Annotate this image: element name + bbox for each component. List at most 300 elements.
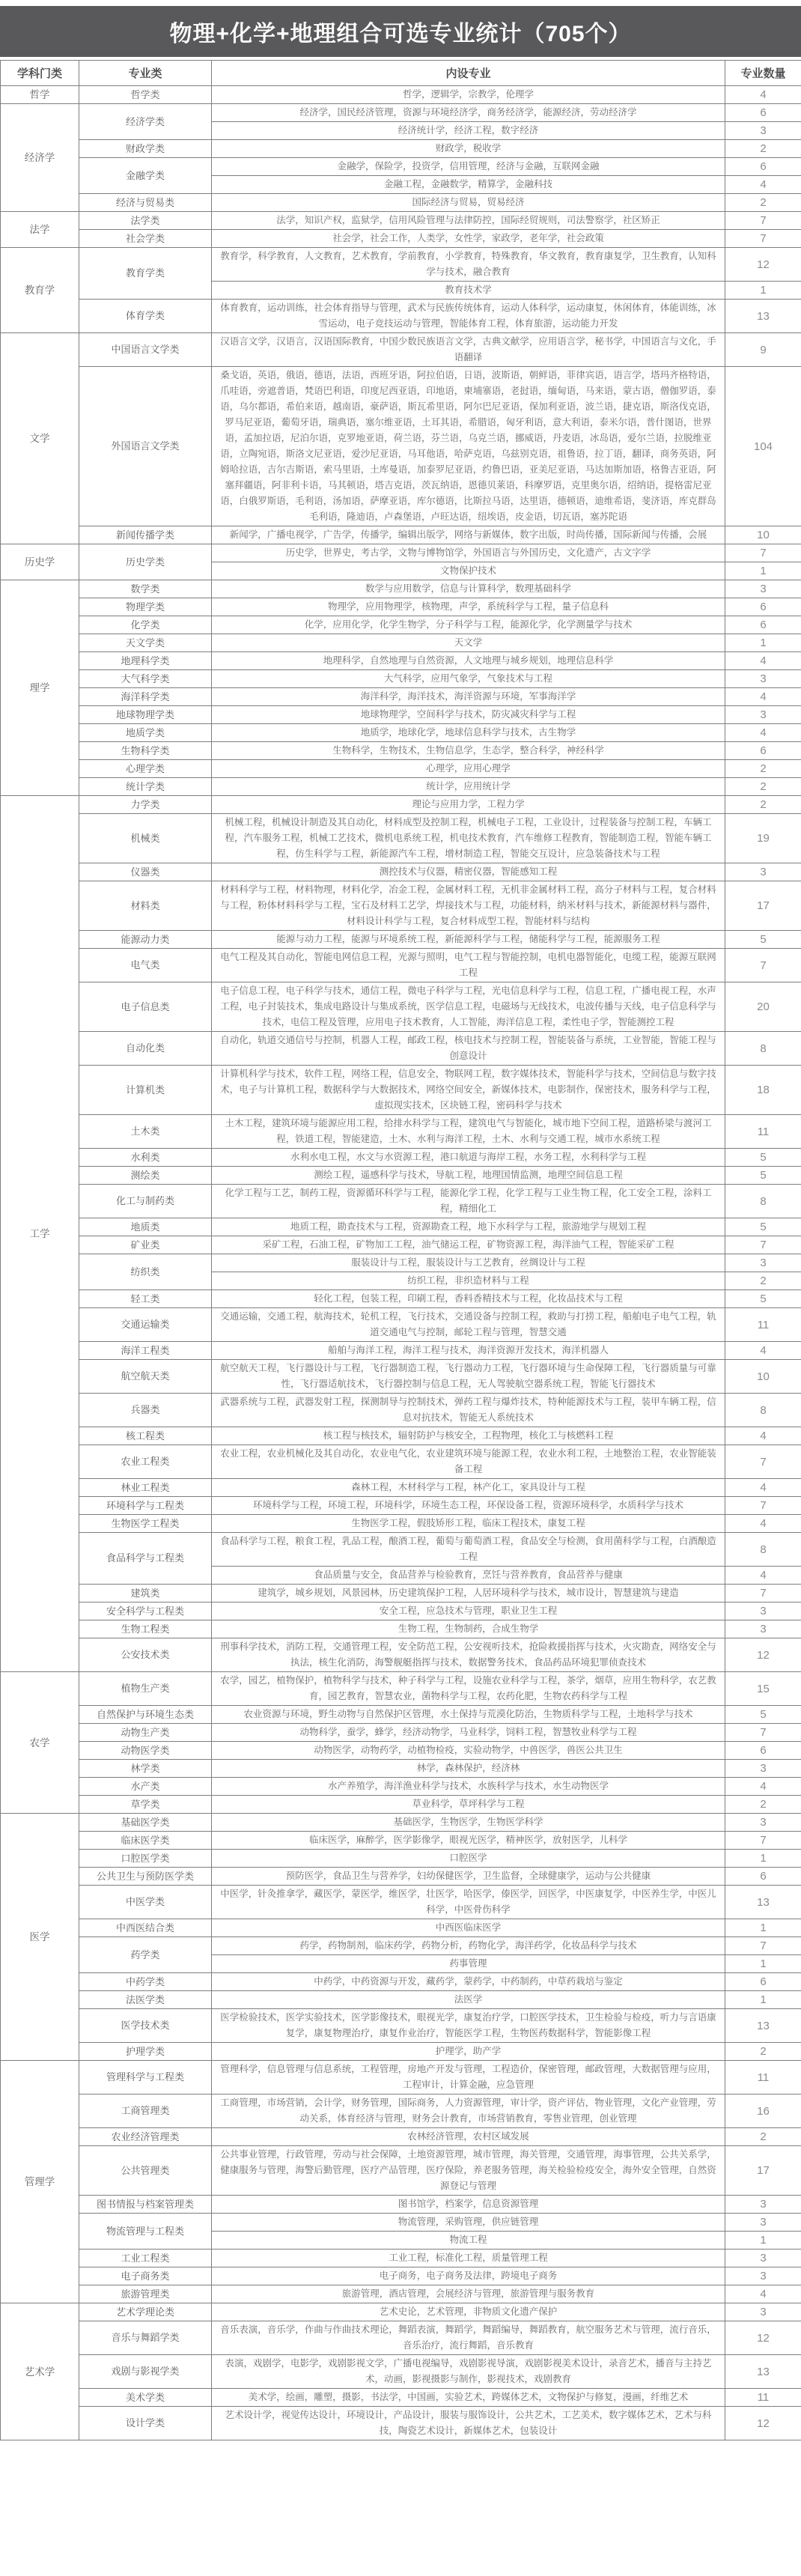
class-cell: 中药学类 [79,1973,212,1991]
table-row [1,1290,801,1308]
class-cell: 管理科学与工程类 [79,2061,212,2094]
majors-cell: 环境科学与工程，环境工程，环境科学，环境生态工程，环保设备工程，资源环境科学，水质科学与技术 [212,1497,725,1515]
majors-cell: 物流管理，采购管理，供应链管理 [212,2214,725,2232]
class-cell: 轻工类 [79,1290,212,1308]
class-cell: 食品科学与工程类 [79,1533,212,1585]
class-cell: 旅游管理类 [79,2285,212,2303]
table-row [1,1706,801,1724]
table-row [1,598,801,616]
class-cell: 安全科学与工程类 [79,1603,212,1620]
class-cell: 天文学类 [79,634,212,652]
class-cell: 工商管理类 [79,2094,212,2128]
class-cell: 临床医学类 [79,1832,212,1850]
majors-cell: 经济学，国民经济管理，资源与环境经济学，商务经济学，能源经济，劳动经济学 [212,104,725,122]
count-cell: 7 [725,949,801,982]
count-cell: 18 [725,1066,801,1115]
category-cell: 经济学 [1,104,79,212]
majors-cell: 药事管理 [212,1955,725,1973]
table-row [1,634,801,652]
class-cell: 动物医学类 [79,1742,212,1760]
majors-cell: 土木工程，建筑环境与能源应用工程，给排水科学与工程，建筑电气与智能化，城市地下空间工程，道路桥梁与渡河工程，铁道工程，智能建造，土木、水利与海洋工程，土木、水利与交通工程，城市水系统工程 [212,1115,725,1149]
count-cell: 11 [725,1115,801,1149]
count-cell: 12 [725,1638,801,1672]
majors-cell: 表演，戏剧学，电影学，戏剧影视文学，广播电视编导，戏剧影视导演，戏剧影视美术设计，录音艺术，播音与主持艺术，动画，影视摄影与制作，影视技术，戏剧教育 [212,2355,725,2389]
class-cell: 草学类 [79,1796,212,1814]
category-cell: 教育学 [1,248,79,333]
class-cell: 测绘类 [79,1167,212,1185]
class-cell: 戏剧与影视学类 [79,2355,212,2389]
table-row [1,863,801,881]
majors-cell: 食品科学与工程，粮食工程，乳品工程，酿酒工程，葡萄与葡萄酒工程，食品安全与检测，食用菌科学与工程，白酒酿造工程 [212,1533,725,1567]
table-row [1,1886,801,1919]
count-cell: 4 [725,1567,801,1585]
majors-cell: 生物医学工程，假肢矫形工程，临床工程技术，康复工程 [212,1515,725,1533]
table-row [1,2043,801,2061]
class-cell: 化工与制药类 [79,1185,212,1218]
majors-cell: 动物医学，动物药学，动植物检疫，实验动物学，中兽医学，兽医公共卫生 [212,1742,725,1760]
class-cell: 电气类 [79,949,212,982]
table-row [1,2214,801,2232]
table-row [1,1796,801,1814]
count-cell: 5 [725,1167,801,1185]
class-cell: 哲学类 [79,86,212,104]
majors-cell: 核工程与核技术，辐射防护与核安全，工程物理，核化工与核燃料工程 [212,1427,725,1445]
majors-cell: 工业工程，标准化工程，质量管理工程 [212,2250,725,2267]
table-row [1,982,801,1032]
table-row [1,333,801,367]
class-cell: 航空航天类 [79,1360,212,1394]
majors-cell: 财政学，税收学 [212,140,725,158]
table-row [1,1218,801,1236]
majors-cell: 林学，森林保护，经济林 [212,1760,725,1778]
count-cell: 1 [725,634,801,652]
class-cell: 林业工程类 [79,1479,212,1497]
majors-cell: 体育教育，运动训练，社会体育指导与管理，武术与民族传统体育，运动人体科学，运动康复，休闲体育，体能训练，冰雪运动，电子竞技运动与管理，智能体育工程，体育旅游，运动能力开发 [212,300,725,333]
count-cell: 4 [725,2285,801,2303]
class-cell: 中西医结合类 [79,1919,212,1937]
class-cell: 化学类 [79,616,212,634]
table-row [1,1603,801,1620]
table-row [1,1394,801,1427]
category-cell: 医学 [1,1814,79,2061]
class-cell: 林学类 [79,1760,212,1778]
col-header-discipline: 学科门类 [1,61,79,86]
table-row [1,1360,801,1394]
count-cell: 5 [725,931,801,949]
count-cell: 8 [725,1533,801,1567]
table-row [1,2128,801,2146]
majors-cell: 护理学，助产学 [212,2043,725,2061]
majors-cell: 化学，应用化学，化学生物学，分子科学与工程，能源化学，化学测量学与技术 [212,616,725,634]
table-row [1,367,801,526]
table-row [1,2303,801,2321]
category-cell: 农学 [1,1672,79,1814]
table-body [1,86,801,2440]
majors-cell: 天文学 [212,634,725,652]
table-row [1,1308,801,1342]
table-row [1,1342,801,1360]
count-cell: 4 [725,688,801,706]
table-row [1,230,801,248]
majors-cell: 材料科学与工程，材料物理，材料化学，冶金工程，金属材料工程，无机非金属材料工程，高分子材料与工程，复合材料与工程，粉体材料科学与工程，宝石及材料工艺学，焊接技术与工程，功能材料，纳米材料与技术，新能源材料与器件，材料设计科学与工程，复合材料成型工程，智能材料与结构 [212,881,725,931]
class-cell: 材料类 [79,881,212,931]
count-cell: 5 [725,1706,801,1724]
majors-cell: 文物保护技术 [212,562,725,580]
majors-cell: 地理科学，自然地理与自然资源，人文地理与城乡规划，地理信息科学 [212,652,725,670]
count-cell: 7 [725,544,801,562]
class-cell: 地质学类 [79,724,212,742]
majors-cell: 电气工程及其自动化，智能电网信息工程，光源与照明，电气工程与智能控制，电机电器智能化，电缆工程，能源互联网工程 [212,949,725,982]
table-row [1,1814,801,1832]
majors-cell: 电子商务，电子商务及法律，跨境电子商务 [212,2267,725,2285]
table-row [1,1167,801,1185]
table-row [1,778,801,796]
table-row [1,796,801,814]
class-cell: 物流管理与工程类 [79,2214,212,2250]
count-cell: 4 [725,724,801,742]
class-cell: 核工程类 [79,1427,212,1445]
table-row [1,526,801,544]
count-cell: 7 [725,1832,801,1850]
count-cell: 3 [725,2303,801,2321]
count-cell: 2 [725,796,801,814]
table-row [1,1778,801,1796]
class-cell: 经济学类 [79,104,212,140]
majors-cell: 安全工程，应急技术与管理，职业卫生工程 [212,1603,725,1620]
class-cell: 教育学类 [79,248,212,300]
class-cell: 纺织类 [79,1254,212,1290]
count-cell: 6 [725,104,801,122]
majors-cell: 桑戈语，英语，俄语，德语，法语，西班牙语，阿拉伯语，日语，波斯语，朝鲜语，菲律宾语，语言学，塔玛齐格特语，爪哇语，旁遮普语，梵语巴利语，印度尼西亚语，印地语，柬埔寨语，老挝语，缅甸语，马来语，蒙古语，僧伽罗语，泰语，乌尔都语，希伯来语，越南语，豪萨语，斯瓦希里语，阿尔巴尼亚语，保加利亚语，波兰语，捷克语，斯洛伐克语，罗马尼亚语，葡萄牙语，瑞典语，塞尔维亚语，土耳其语，希腊语，匈牙利语，意大利语，泰米尔语，普什图语，世界语，孟加拉语，尼泊尔语，克罗地亚语，荷兰语，芬兰语，乌克兰语，挪威语，丹麦语，冰岛语，爱尔兰语，拉脱维亚语，立陶宛语，斯洛文尼亚语，爱沙尼亚语，马耳他语，哈萨克语，乌兹别克语，祖鲁语，拉丁语，翻译，商务英语，阿姆哈拉语，吉尔吉斯语，索马里语，土库曼语，加泰罗尼亚语，约鲁巴语，亚美尼亚语，马达加斯加语，格鲁吉亚语，阿塞拜疆语，阿非利卡语，马其顿语，塔吉克语，茨瓦纳语，恩德贝莱语，科摩罗语，克里奥尔语，绍纳语，提格雷尼亚语，白俄罗斯语，毛利语，汤加语，萨摩亚语，库尔德语，比斯拉马语，达里语，德顿语，迪维希语，斐济语，库克群岛毛利语，隆迪语，卢森堡语，卢旺达语，纽埃语，皮金语，切瓦语，塞苏陀语 [212,367,725,526]
table-row [1,1868,801,1886]
class-cell: 矿业类 [79,1236,212,1254]
table-row [1,1533,801,1567]
table-row [1,194,801,212]
count-cell: 13 [725,1886,801,1919]
table-row [1,1760,801,1778]
table-row [1,814,801,863]
count-cell: 3 [725,863,801,881]
majors-cell: 生物科学，生物技术，生物信息学，生态学，整合科学，神经科学 [212,742,725,760]
count-cell: 5 [725,1218,801,1236]
majors-cell: 旅游管理，酒店管理，会展经济与管理，旅游管理与服务教育 [212,2285,725,2303]
majors-cell: 新闻学，广播电视学，广告学，传播学，编辑出版学，网络与新媒体，数字出版，时尚传播，国际新闻与传播，会展 [212,526,725,544]
majors-cell: 历史学，世界史，考古学，文物与博物馆学，外国语言与外国历史，文化遗产，古文字学 [212,544,725,562]
count-cell: 17 [725,881,801,931]
count-cell: 6 [725,158,801,176]
count-cell: 16 [725,2094,801,2128]
category-cell: 理学 [1,580,79,796]
class-cell: 地质类 [79,1218,212,1236]
class-cell: 统计学类 [79,778,212,796]
majors-cell: 中医学，针灸推拿学，藏医学，蒙医学，维医学，壮医学，哈医学，傣医学，回医学，中医康复学，中医养生学，中医儿科学，中医骨伤科学 [212,1886,725,1919]
table-row [1,1445,801,1479]
class-cell: 自动化类 [79,1032,212,1066]
table-row [1,1937,801,1955]
count-cell: 7 [725,1445,801,1479]
table-row [1,544,801,562]
count-cell: 3 [725,580,801,598]
table-row [1,1149,801,1167]
count-cell: 6 [725,1742,801,1760]
count-cell: 3 [725,670,801,688]
majors-cell: 图书馆学，档案学，信息资源管理 [212,2196,725,2214]
count-cell: 104 [725,367,801,526]
class-cell: 设计学类 [79,2407,212,2440]
table-row [1,580,801,598]
class-cell: 社会学类 [79,230,212,248]
class-cell: 地理科学类 [79,652,212,670]
majors-cell: 口腔医学 [212,1850,725,1868]
count-cell: 5 [725,1149,801,1167]
table-row [1,1515,801,1533]
class-cell: 法医学类 [79,1991,212,2009]
count-cell: 4 [725,176,801,194]
count-cell: 7 [725,1497,801,1515]
class-cell: 医学技术类 [79,2009,212,2043]
count-cell: 13 [725,300,801,333]
class-cell: 艺术学理论类 [79,2303,212,2321]
count-cell: 2 [725,2128,801,2146]
class-cell: 生物医学工程类 [79,1515,212,1533]
count-cell: 7 [725,1937,801,1955]
title-bar [0,6,801,57]
table-row [1,1832,801,1850]
class-cell: 动物生产类 [79,1724,212,1742]
count-cell: 7 [725,212,801,230]
majors-cell: 国际经济与贸易，贸易经济 [212,194,725,212]
table-row [1,158,801,176]
table-row [1,1479,801,1497]
majors-cell: 地质学，地球化学，地球信息科学与技术，古生物学 [212,724,725,742]
majors-cell: 金融工程，金融数学，精算学，金融科技 [212,176,725,194]
majors-table [0,60,801,2440]
class-cell: 心理学类 [79,760,212,778]
class-cell: 仪器类 [79,863,212,881]
count-cell: 6 [725,742,801,760]
count-cell: 6 [725,1868,801,1886]
table-row [1,2267,801,2285]
class-cell: 金融学类 [79,158,212,194]
category-cell: 管理学 [1,2061,79,2303]
table-row [1,742,801,760]
count-cell: 3 [725,122,801,140]
table-row [1,1850,801,1868]
count-cell: 2 [725,1272,801,1290]
class-cell: 口腔医学类 [79,1850,212,1868]
count-cell: 12 [725,248,801,282]
count-cell: 7 [725,1585,801,1603]
table-row [1,881,801,931]
table-row [1,1638,801,1672]
majors-cell: 法医学 [212,1991,725,2009]
count-cell: 3 [725,1254,801,1272]
class-cell: 外国语言文学类 [79,367,212,526]
count-cell: 1 [725,1850,801,1868]
table-row [1,2146,801,2196]
majors-cell: 交通运输，交通工程，航海技术，轮机工程，飞行技术，交通设备与控制工程，救助与打捞工程，船舶电子电气工程，轨道交通电气与控制，邮轮工程与管理，智慧交通 [212,1308,725,1342]
count-cell: 9 [725,333,801,367]
count-cell: 5 [725,1290,801,1308]
count-cell: 8 [725,1185,801,1218]
class-cell: 农业工程类 [79,1445,212,1479]
count-cell: 12 [725,2321,801,2355]
table-row [1,670,801,688]
page-title: 物理+化学+地理组合可选专业统计（705个） [169,22,632,46]
table-row [1,949,801,982]
category-cell: 哲学 [1,86,79,104]
count-cell: 7 [725,1236,801,1254]
count-cell: 7 [725,230,801,248]
majors-cell: 社会学，社会工作，人类学，女性学，家政学，老年学，社会政策 [212,230,725,248]
majors-cell: 中西医临床医学 [212,1919,725,1937]
count-cell: 11 [725,2061,801,2094]
count-cell: 3 [725,1603,801,1620]
table-row [1,1254,801,1272]
majors-cell: 法学，知识产权，监狱学，信用风险管理与法律防控，国际经贸规则，司法警察学，社区矫正 [212,212,725,230]
count-cell: 15 [725,1672,801,1706]
class-cell: 自然保护与环境生态类 [79,1706,212,1724]
table-row [1,212,801,230]
majors-cell: 大气科学，应用气象学，气象技术与工程 [212,670,725,688]
majors-cell: 森林工程，木材科学与工程，林产化工，家具设计与工程 [212,1479,725,1497]
class-cell: 电子商务类 [79,2267,212,2285]
majors-cell: 海洋科学，海洋技术，海洋资源与环境，军事海洋学 [212,688,725,706]
table-row [1,1973,801,1991]
count-cell: 3 [725,706,801,724]
class-cell: 农业经济管理类 [79,2128,212,2146]
count-cell: 4 [725,652,801,670]
majors-cell: 经济统计学，经济工程，数字经济 [212,122,725,140]
table-row [1,688,801,706]
table-row [1,2389,801,2407]
count-cell: 1 [725,1955,801,1973]
class-cell: 公共卫生与预防医学类 [79,1868,212,1886]
class-cell: 美术学类 [79,2389,212,2407]
table-row [1,1724,801,1742]
majors-cell: 机械工程，机械设计制造及其自动化，材料成型及控制工程，机械电子工程，工业设计，过程装备与控制工程，车辆工程，汽车服务工程，机械工艺技术，微机电系统工程，机电技术教育，汽车维修工程教育，智能制造工程，智能车辆工程，仿生科学与工程，新能源汽车工程，增材制造工程，智能交互设计，应急装备技术与工程 [212,814,725,863]
count-cell: 4 [725,1515,801,1533]
count-cell: 7 [725,1724,801,1742]
table-row [1,2094,801,2128]
count-cell: 13 [725,2009,801,2043]
table-row [1,931,801,949]
class-cell: 体育学类 [79,300,212,333]
majors-cell: 金融学，保险学，投资学，信用管理，经济与金融，互联网金融 [212,158,725,176]
table-row [1,1427,801,1445]
majors-cell: 临床医学，麻醉学，医学影像学，眼视光医学，精神医学，放射医学，儿科学 [212,1832,725,1850]
majors-cell: 农业资源与环境，野生动物与自然保护区管理，水土保持与荒漠化防治，生物质科学与工程，土地科学与技术 [212,1706,725,1724]
count-cell: 11 [725,2389,801,2407]
count-cell: 3 [725,2250,801,2267]
majors-cell: 轻化工程，包装工程，印刷工程，香料香精技术与工程，化妆品技术与工程 [212,1290,725,1308]
class-cell: 公共管理类 [79,2146,212,2196]
class-cell: 地球物理学类 [79,706,212,724]
table-row [1,104,801,122]
table-row [1,2407,801,2440]
table-row [1,1919,801,1937]
table-row [1,1672,801,1706]
table-row [1,652,801,670]
majors-cell: 艺术史论，艺术管理，非物质文化遗产保护 [212,2303,725,2321]
majors-cell: 教育学，科学教育，人文教育，艺术教育，学前教育，小学教育，特殊教育，华文教育，教育康复学，卫生教育，认知科学与技术，融合教育 [212,248,725,282]
majors-cell: 自动化，轨道交通信号与控制，机器人工程，邮政工程，核电技术与控制工程，智能装备与系统，工业智能，智能工程与创意设计 [212,1032,725,1066]
class-cell: 海洋工程类 [79,1342,212,1360]
majors-cell: 测绘工程，遥感科学与技术，导航工程，地理国情监测，地理空间信息工程 [212,1167,725,1185]
table-row [1,1497,801,1515]
table-row [1,760,801,778]
class-cell: 经济与贸易类 [79,194,212,212]
class-cell: 工业工程类 [79,2250,212,2267]
class-cell: 能源动力类 [79,931,212,949]
majors-cell: 艺术设计学，视觉传达设计，环境设计，产品设计，服装与服饰设计，公共艺术，工艺美术，数字媒体艺术，艺术与科技，陶瓷艺术设计，新媒体艺术，包装设计 [212,2407,725,2440]
class-cell: 力学类 [79,796,212,814]
majors-cell: 统计学，应用统计学 [212,778,725,796]
count-cell: 10 [725,526,801,544]
table-row [1,724,801,742]
table-row [1,1066,801,1115]
count-cell: 3 [725,2267,801,2285]
count-cell: 4 [725,1479,801,1497]
count-cell: 12 [725,2407,801,2440]
majors-cell: 农学，园艺，植物保护，植物科学与技术，种子科学与工程，设施农业科学与工程，茶学，烟草，应用生物科学，农艺教育，园艺教育，智慧农业，菌物科学与工程，农药化肥，生物农药科学与工程 [212,1672,725,1706]
class-cell: 水利类 [79,1149,212,1167]
class-cell: 兵器类 [79,1394,212,1427]
count-cell: 13 [725,2355,801,2389]
majors-cell: 农林经济管理，农村区域发展 [212,2128,725,2146]
majors-cell: 能源与动力工程，能源与环境系统工程，新能源科学与工程，储能科学与工程，能源服务工程 [212,931,725,949]
count-cell: 8 [725,1394,801,1427]
class-cell: 财政学类 [79,140,212,158]
class-cell: 水产类 [79,1778,212,1796]
class-cell: 植物生产类 [79,1672,212,1706]
table-row [1,2285,801,2303]
majors-cell: 基础医学，生物医学，生物医学科学 [212,1814,725,1832]
class-cell: 生物科学类 [79,742,212,760]
class-cell: 药学类 [79,1937,212,1973]
class-cell: 建筑类 [79,1585,212,1603]
majors-cell: 物理学，应用物理学，核物理，声学，系统科学与工程，量子信息科 [212,598,725,616]
count-cell: 3 [725,1814,801,1832]
count-cell: 2 [725,1796,801,1814]
class-cell: 中国语言文学类 [79,333,212,367]
majors-cell: 草业科学，草坪科学与工程 [212,1796,725,1814]
count-cell: 4 [725,1427,801,1445]
majors-cell: 哲学，逻辑学，宗教学，伦理学 [212,86,725,104]
majors-cell: 中药学，中药资源与开发，藏药学，蒙药学，中药制药，中草药栽培与鉴定 [212,1973,725,1991]
table-row [1,2321,801,2355]
count-cell: 3 [725,1620,801,1638]
count-cell: 1 [725,1991,801,2009]
count-cell: 17 [725,2146,801,2196]
col-header-class: 专业类 [79,61,212,86]
majors-cell: 理论与应用力学，工程力学 [212,796,725,814]
majors-cell: 公共事业管理，行政管理，劳动与社会保障，土地资源管理，城市管理，海关管理，交通管理，海事管理，公共关系学，健康服务与管理，海警后勤管理，医疗产品管理，医疗保险，养老服务管理，海关检验检疫安全，海外安全管理，自然资源登记与管理 [212,2146,725,2196]
majors-cell: 纺织工程，非织造材料与工程 [212,1272,725,1290]
count-cell: 1 [725,562,801,580]
majors-cell: 美术学，绘画，雕塑，摄影，书法学，中国画，实验艺术，跨媒体艺术，文物保护与修复，漫画，纤维艺术 [212,2389,725,2407]
count-cell: 3 [725,1760,801,1778]
class-cell: 历史学类 [79,544,212,580]
count-cell: 4 [725,1342,801,1360]
table-row [1,1742,801,1760]
count-cell: 6 [725,616,801,634]
count-cell: 2 [725,2043,801,2061]
count-cell: 4 [725,1778,801,1796]
majors-cell: 医学检验技术，医学实验技术，医学影像技术，眼视光学，康复治疗学，口腔医学技术，卫生检验与检疫，听力与言语康复学，康复物理治疗，康复作业治疗，智能医学工程，生物医药数据科学，智能影像工程 [212,2009,725,2043]
majors-cell: 药学，药物制剂，临床药学，药物分析，药物化学，海洋药学，化妆品科学与技术 [212,1937,725,1955]
class-cell: 电子信息类 [79,982,212,1032]
